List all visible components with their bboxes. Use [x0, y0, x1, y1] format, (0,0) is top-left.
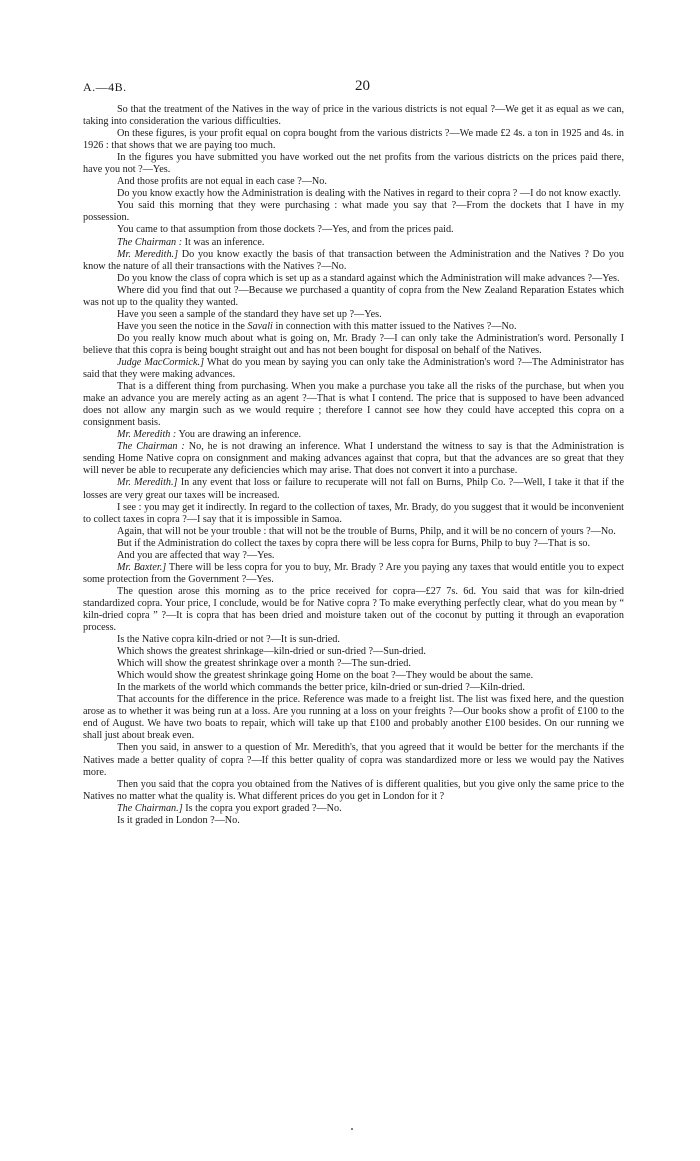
paragraph-text: Do you know exactly how the Administration is dealing with the Natives in regard to their copra ? —I do not know exactly. [117, 188, 621, 200]
transcript-paragraph [83, 670, 624, 682]
transcript-paragraph [83, 550, 624, 562]
paragraph-text: That is a different thing from purchasing. When you make a purchase you take all the risks of the purchase, but when you make an advance you are merely acting as an agent ?—That is what I contend. The price that is supposed to have been advanced does not allow any margin such as we would require ; therefore I cannot see how they could have accepted this copra on a consignment basis. [83, 381, 624, 429]
transcript-paragraph [83, 538, 624, 550]
transcript-paragraph [83, 779, 624, 803]
paragraph-text: Again, that will not be your trouble : that will not be the trouble of Burns, Philp, and it will be no concern of yours ?—No. [117, 525, 616, 537]
paragraph-text: That accounts for the difference in the price. Reference was made to a freight list. The list was fixed here, and the question arose as to whether it was being run at a loss. Are you running at a loss on your freights ?—Our books show a profit of £100 to the end of August. We have two boats to repair, which will take up that £100 and probably another £100 besides. On our running we shall just about break even. [83, 694, 624, 742]
paragraph-text: What do you mean by saying you can only take the Administration's word ?—The Administrator has said that they were making advances. [83, 356, 624, 381]
transcript-paragraph [83, 152, 624, 176]
paragraph-text: Which would show the greatest shrinkage going Home on the boat ?—They would be about the same. [117, 670, 534, 682]
document-reference: A.—4B. [83, 80, 127, 94]
transcript-paragraph [83, 477, 624, 501]
transcript-paragraph [83, 200, 624, 224]
transcript-paragraph [83, 562, 624, 586]
transcript-paragraph [83, 273, 624, 285]
paragraph-text: No, he is not drawing an inference. What I understand the witness to say is that the Administration is sending Home Native copra on consignment and making advances against that copra, but that the advances are so great that they will never be able to recuperate any deficiencies which may arise. That does not convert it into a purchase. [83, 441, 624, 477]
transcript-paragraph [83, 658, 624, 670]
transcript-paragraph [83, 285, 624, 309]
paragraph-text: Where did you find that out ?—Because we purchased a quantity of copra from the New Zealand Reparation Estates which was not up to the quality they wanted. [83, 284, 624, 308]
transcript-paragraph [83, 321, 624, 333]
transcript-paragraph [83, 682, 624, 694]
speaker-name: Mr. Meredith.] [117, 248, 179, 260]
paragraph-text: You said this morning that they were purchasing : what made you say that ?—From the dockets that I have in my possession. [83, 200, 624, 224]
transcript-paragraph [83, 526, 624, 538]
paragraph-text: But if the Administration do collect the taxes by copra there will be less copra for Burns, Philp to buy ?—That is so. [117, 537, 591, 549]
publication-title: Savali [247, 320, 273, 332]
paragraph-text: So that the treatment of the Natives in the way of price in the various districts is not equal ?—We get it as equal as we can, taking into consideration the various difficulties. [83, 104, 624, 128]
paragraph-text: Is the Native copra kiln-dried or not ?—It is sun-dried. [117, 634, 340, 646]
speaker-name: Mr. Meredith.] [117, 477, 178, 489]
transcript-paragraph [83, 104, 624, 128]
paragraph-text: Then you said, in answer to a question of Mr. Meredith's, that you agreed that it would be better for the merchants if the Natives made a better quality of copra ?—If this better quality of copra was standardized more or less we would pay the Natives more. [83, 742, 624, 778]
scan-speck [351, 1128, 353, 1130]
paragraph-text: Have you seen a sample of the standard they have set up ?—Yes. [117, 308, 382, 320]
paragraph-text: There will be less copra for you to buy, Mr. Brady ? Are you paying any taxes that would entitle you to expect some protection from the Government ?—Yes. [83, 561, 625, 585]
transcript-paragraph [83, 249, 624, 273]
paragraph-text: And those profits are not equal in each case ?—No. [117, 176, 327, 188]
paragraph-text: Which shows the greatest shrinkage—kiln-dried or sun-dried ?—Sun-dried. [117, 646, 426, 658]
transcript-paragraph [83, 429, 624, 441]
transcript-paragraph [83, 381, 624, 429]
paragraph-text: In any event that loss or failure to recuperate will not fall on Burns, Philp Co. ?—Well, I take it that if the losses are very great our taxes will be increased. [83, 477, 625, 501]
transcript-paragraph [83, 128, 624, 152]
paragraph-text: In the figures you have submitted you have worked out the net profits from the various districts on the prices paid there, have you not ?—Yes. [83, 152, 624, 176]
paragraph-text: Do you really know much about what is going on, Mr. Brady ?—I can only take the Administration's word. Personally I believe that this copra is being bought straight out and has not been bought for disposal on behalf of the Natives. [83, 332, 624, 356]
paragraph-text: I see : you may get it indirectly. In regard to the collection of taxes, Mr. Brady, do you suggest that it would be inconvenient to collect taxes in copra ?—I say that it is impossible in Samoa. [83, 501, 624, 525]
transcript-paragraph [83, 694, 624, 742]
paragraph-text: Is it graded in London ?—No. [117, 814, 240, 826]
paragraph-text: Do you know exactly the basis of that transaction between the Administration and the Natives ? Do you know the nature of all their transactions with the Natives ?—No. [83, 248, 624, 272]
transcript-paragraph [83, 188, 624, 200]
paragraph-text: On these figures, is your profit equal on copra bought from the various districts ?—We made £2 4s. a ton in 1925 and 4s. in 1926 : that shows that we are paying too much. [83, 128, 624, 152]
transcript-paragraph [83, 634, 624, 646]
transcript-body [83, 104, 624, 827]
transcript-paragraph [83, 237, 624, 249]
paragraph-text: Is the copra you export graded ?—No. [182, 802, 342, 814]
paragraph-text: The question arose this morning as to the price received for copra—£27 7s. 6d. You said that was for kiln-dried standardized copra. Your price, I conclude, would be for Native copra ? To make everything perfectly clear, what do you mean by “ kiln-dried copra ” ?—It is copra that has been dried and moisture taken out of the coconut by putting it through an evaporation process. [83, 585, 624, 634]
transcript-paragraph [83, 742, 624, 778]
paragraph-text: You came to that assumption from those dockets ?—Yes, and from the prices paid. [117, 224, 454, 236]
page-header [83, 80, 623, 100]
transcript-paragraph [83, 586, 624, 634]
paragraph-text: Do you know the class of copra which is set up as a standard against which the Administration will make advances ?—Yes. [117, 272, 620, 284]
speaker-name: Judge MacCormick.] [117, 356, 205, 368]
speaker-name: The Chairman : [117, 236, 183, 248]
speaker-name: Mr. Meredith : [117, 429, 177, 441]
transcript-paragraph [83, 357, 624, 381]
transcript-paragraph [83, 441, 624, 477]
transcript-paragraph [83, 646, 624, 658]
transcript-paragraph [83, 815, 624, 827]
speaker-name: The Chairman.] [117, 802, 183, 814]
paragraph-text: Then you said that the copra you obtained from the Natives of is different qualities, but you give only the same price to the Natives no matter what the quality is. What different prices do you get in London for it ? [83, 778, 624, 802]
paragraph-text: in connection with this matter issued to the Natives ?—No. [272, 320, 517, 332]
paragraph-text: It was an inference. [182, 236, 265, 248]
transcript-paragraph [83, 224, 624, 236]
transcript-paragraph [83, 803, 624, 815]
page-number: 20 [355, 78, 370, 94]
paragraph-text: You are drawing an inference. [176, 429, 302, 441]
speaker-name: Mr. Baxter.] [117, 561, 167, 573]
paragraph-text: Have you seen the notice in the [117, 320, 248, 332]
paragraph-text: Which will show the greatest shrinkage over a month ?—The sun-dried. [117, 658, 411, 670]
transcript-paragraph [83, 333, 624, 357]
paragraph-text: And you are affected that way ?—Yes. [117, 549, 275, 561]
transcript-paragraph [83, 502, 624, 526]
speaker-name: The Chairman : [117, 441, 185, 453]
paragraph-text: In the markets of the world which commands the better price, kiln-dried or sun-dried ?—Kiln-dried. [117, 682, 525, 694]
transcript-paragraph [83, 309, 624, 321]
transcript-paragraph [83, 176, 624, 188]
